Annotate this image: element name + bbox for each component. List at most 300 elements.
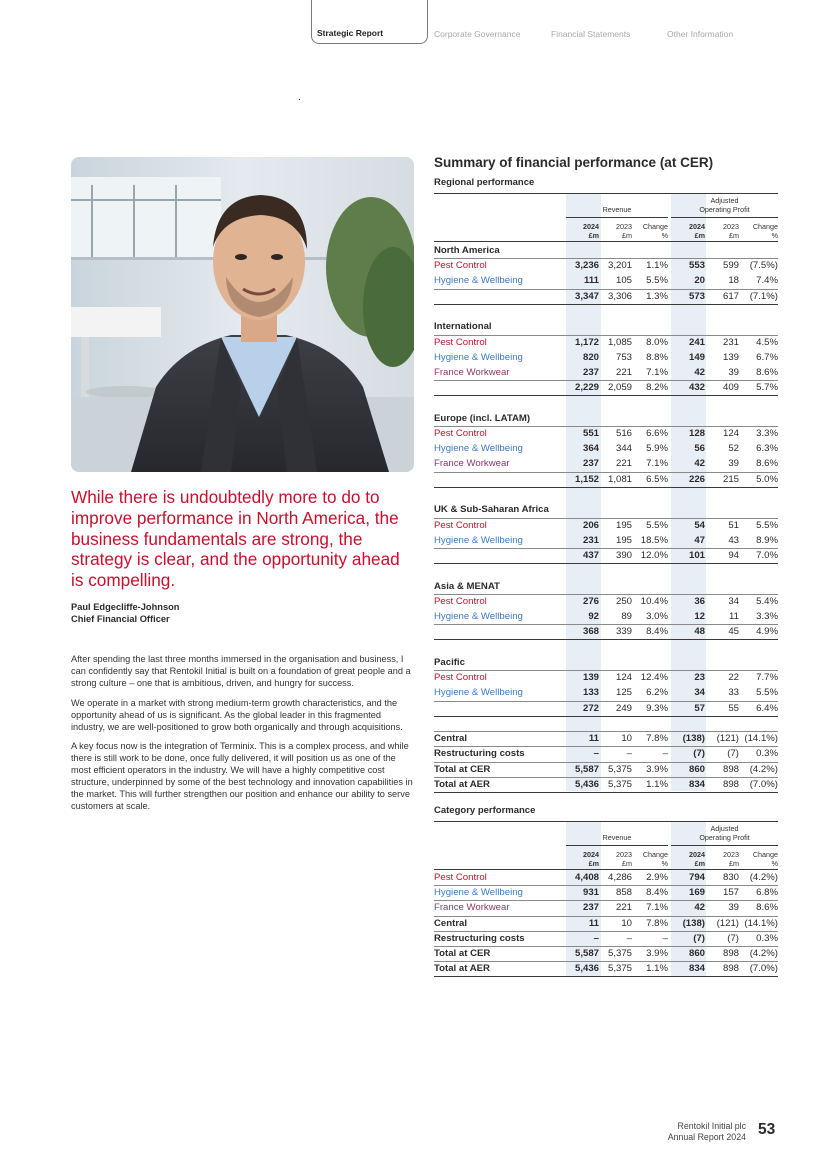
row-value: 599 (722, 260, 739, 272)
row-value: 9.3% (646, 702, 668, 714)
column-header (634, 851, 668, 868)
row-label: Hygiene & Wellbeing (434, 351, 523, 363)
row-value: (7) (727, 932, 739, 944)
row-value: – (662, 748, 668, 760)
table-bottom-rule (434, 976, 778, 977)
regional-performance-table (434, 193, 778, 793)
row-value: 249 (615, 702, 632, 714)
row-value: 834 (688, 963, 705, 975)
region-header: Europe (incl. LATAM) (434, 412, 531, 424)
row-value: 8.9% (756, 534, 778, 546)
category-performance-title: Category performance (434, 805, 536, 816)
row-value: 753 (615, 351, 632, 363)
row-value: 52 (728, 443, 739, 455)
signer-name: Paul Edgecliffe-Johnson (71, 602, 180, 612)
row-value: 33 (728, 687, 739, 699)
row-value: (121) (716, 917, 739, 929)
row-value: 8.4% (646, 887, 668, 899)
row-value: (138) (682, 733, 705, 745)
row-value: 3.0% (646, 611, 668, 622)
table-row (434, 273, 778, 288)
row-value: 23 (694, 672, 705, 684)
row-value: 830 (722, 872, 739, 883)
column-unit: £m (588, 858, 599, 868)
row-value: 42 (694, 458, 705, 470)
row-value: 860 (688, 763, 705, 775)
tab-strategic-report[interactable] (311, 0, 428, 44)
revenue-group-label: Revenue (602, 205, 632, 214)
table-row (434, 426, 778, 441)
row-value: 169 (688, 887, 705, 899)
row-value: 437 (582, 549, 599, 561)
row-value: 237 (582, 366, 599, 378)
row-value: 11 (588, 733, 599, 745)
revenue-group-rule (566, 845, 668, 846)
row-label: Central (434, 733, 468, 745)
table-row (434, 472, 778, 487)
column-header (705, 223, 739, 240)
row-value: 7.1% (646, 366, 668, 378)
table-row (434, 350, 778, 365)
profit-group-label (671, 825, 778, 842)
table-bottom-rule (434, 792, 778, 793)
row-value: 5,375 (607, 778, 632, 790)
row-value: 5.9% (646, 443, 668, 455)
row-label: Pest Control (434, 428, 487, 439)
row-value: 1.3% (646, 290, 668, 302)
column-unit: £m (588, 230, 599, 240)
row-value: (7.0%) (749, 778, 778, 790)
row-value: 20 (694, 275, 705, 287)
stray-dot (299, 99, 300, 100)
row-value: 231 (722, 336, 739, 348)
row-value: 390 (615, 549, 632, 561)
row-value: (4.2%) (749, 763, 778, 775)
row-value: 47 (694, 534, 705, 546)
row-label: Hygiene & Wellbeing (434, 887, 523, 899)
row-label: Restructuring costs (434, 748, 525, 760)
row-value: 5,436 (574, 778, 599, 790)
row-value: 133 (582, 687, 599, 699)
row-value: 898 (722, 963, 739, 975)
table-row (434, 365, 778, 380)
profit-group-line2: Operating Profit (699, 204, 750, 214)
table-row (434, 701, 778, 716)
row-value: 573 (688, 290, 705, 302)
row-value: 12 (694, 611, 705, 622)
row-value: 10.4% (640, 595, 668, 607)
row-value: 6.3% (756, 443, 778, 455)
region-bottom-rule (434, 716, 778, 717)
profit-group-line1: Adjusted (710, 196, 739, 205)
row-value: 12.4% (640, 672, 668, 684)
row-label: France Workwear (434, 366, 510, 378)
region-bottom-rule (434, 639, 778, 640)
row-value: (7.5%) (749, 260, 778, 272)
column-year: Change (752, 850, 778, 859)
table-row (434, 900, 778, 915)
row-value: 111 (584, 275, 599, 287)
row-value: 4,286 (607, 872, 632, 883)
row-value: 6.5% (646, 473, 668, 485)
column-unit: £m (622, 230, 632, 240)
row-value: 1,172 (574, 336, 599, 348)
column-header (565, 851, 599, 868)
row-value: 10 (621, 733, 632, 745)
row-value: 215 (722, 473, 739, 485)
row-value: 4.9% (756, 626, 778, 638)
row-label: Restructuring costs (434, 932, 525, 944)
table-row (434, 380, 778, 395)
page-footer (668, 1121, 746, 1142)
row-value: 1.1% (646, 963, 668, 975)
row-value: 820 (582, 351, 599, 363)
row-value: 195 (615, 519, 632, 531)
table-row (434, 762, 778, 777)
table-row (434, 594, 778, 609)
row-value: 3.3% (756, 428, 778, 439)
row-value: 3.9% (646, 763, 668, 775)
row-value: 1,081 (607, 473, 632, 485)
row-value: 2.9% (646, 872, 668, 883)
row-value: 226 (688, 473, 705, 485)
column-header (671, 223, 705, 240)
row-value: (138) (682, 917, 705, 929)
row-label: Hygiene & Wellbeing (434, 534, 523, 546)
row-value: 34 (728, 595, 739, 607)
footer-report: Annual Report 2024 (667, 1131, 746, 1142)
row-value: 241 (688, 336, 705, 348)
row-label: France Workwear (434, 458, 510, 470)
row-value: 432 (688, 382, 705, 394)
table-row (434, 289, 778, 304)
row-label: Total at AER (434, 778, 490, 790)
signer-title: Chief Financial Officer (71, 614, 170, 624)
row-value: 128 (688, 428, 705, 439)
table-row (434, 685, 778, 700)
column-year: 2023 (616, 222, 632, 231)
row-label: Pest Control (434, 595, 487, 607)
row-value: 92 (588, 611, 599, 622)
row-value: 7.1% (646, 902, 668, 914)
row-value: 931 (582, 887, 599, 899)
row-value: 7.8% (646, 917, 668, 929)
region-header: Pacific (434, 656, 465, 668)
column-header (744, 851, 778, 868)
row-value: 105 (615, 275, 632, 287)
row-value: 124 (615, 672, 632, 684)
row-value: 5,587 (574, 948, 599, 959)
table-row (434, 670, 778, 685)
table-row (434, 746, 778, 761)
row-value: 5,375 (607, 948, 632, 959)
row-value: – (593, 748, 599, 760)
row-value: – (626, 932, 632, 944)
row-value: 0.3% (756, 748, 778, 760)
row-value: 125 (615, 687, 632, 699)
row-value: 1,152 (574, 473, 599, 485)
column-unit: £m (622, 858, 632, 868)
row-value: 5.5% (756, 687, 778, 699)
row-value: 5.4% (756, 595, 778, 607)
paragraph: A key focus now is the integration of Terminix. This is a complex process, and while there is still work to be done, once fully delivered, it will position us as one of the most efficient operators in the industry. We will have a highly competitive cost structure, underpinned by some of the best technology and innovation capabilities in the market. This will further strengthen our position and enhance our ability to serve customers at scale. (71, 741, 413, 811)
table-row (434, 335, 778, 350)
row-value: 5.5% (756, 519, 778, 531)
row-value: 898 (722, 948, 739, 959)
row-label: Pest Control (434, 872, 487, 883)
table-row (434, 870, 778, 885)
row-value: 3.9% (646, 948, 668, 959)
region-header: UK & Sub-Saharan Africa (434, 504, 549, 516)
row-value: 551 (582, 428, 599, 439)
revenue-group-rule (566, 217, 668, 218)
row-value: 42 (694, 902, 705, 914)
category-performance-table (434, 821, 778, 981)
paragraph: After spending the last three months immersed in the organisation and business, I can confidently say that Rentokil Initial is built on a foundation of great people and a strong culture – one that is ambitious, driven, and hungry for success. (71, 654, 411, 688)
row-value: 55 (728, 702, 739, 714)
tab-corporate-governance[interactable]: Corporate Governance (434, 29, 521, 39)
body-text (71, 654, 416, 821)
column-year: 2024 (689, 222, 705, 231)
row-value: 18 (728, 275, 739, 287)
row-value: 5.7% (756, 382, 778, 394)
row-value: 51 (728, 519, 739, 531)
row-label: Hygiene & Wellbeing (434, 275, 523, 287)
table-row (434, 731, 778, 746)
portrait-photo (71, 157, 414, 472)
column-unit: £m (694, 858, 705, 868)
row-label: Pest Control (434, 336, 487, 348)
row-value: 8.6% (756, 458, 778, 470)
row-value: (14.1%) (744, 917, 778, 929)
row-value: 364 (582, 443, 599, 455)
row-value: 0.3% (756, 932, 778, 944)
row-value: 11 (729, 611, 739, 622)
row-value: 858 (615, 887, 632, 899)
row-label: Central (434, 917, 468, 929)
row-value: 39 (728, 366, 739, 378)
region-header: North America (434, 245, 500, 256)
row-value: (4.2%) (749, 872, 778, 883)
row-value: – (662, 932, 668, 944)
row-value: 7.1% (646, 458, 668, 470)
row-value: 221 (615, 366, 632, 378)
row-value: 368 (582, 626, 599, 638)
row-value: 195 (615, 534, 632, 546)
table-row (434, 777, 778, 792)
row-value: 124 (722, 428, 739, 439)
row-value: (4.2%) (749, 948, 778, 959)
column-year: Change (642, 850, 668, 859)
row-value: (7.1%) (749, 290, 778, 302)
row-value: 39 (728, 458, 739, 470)
quote-attribution (71, 601, 179, 625)
row-value: 221 (615, 458, 632, 470)
row-value: 617 (722, 290, 739, 302)
column-unit: % (661, 230, 668, 240)
row-value: 8.6% (756, 366, 778, 378)
page-number: 53 (758, 1121, 776, 1138)
row-value: (7) (693, 932, 705, 944)
row-value: 3,306 (607, 290, 632, 302)
region-bottom-rule (434, 395, 778, 396)
row-value: 794 (688, 872, 705, 883)
row-label: Pest Control (434, 260, 487, 272)
tab-other-information[interactable]: Other Information (667, 29, 734, 39)
paragraph: We operate in a market with strong medium-term growth characteristics, and the opportunity ahead of us is significant. As the global leader in this fragmented industry, we are well-positioned to grow both organically and through acquisitions. (71, 697, 403, 732)
column-unit: £m (729, 858, 739, 868)
row-value: 6.4% (756, 702, 778, 714)
profit-group-line1: Adjusted (710, 824, 739, 833)
row-value: (121) (716, 733, 739, 745)
row-value: 3,201 (607, 260, 632, 272)
profit-group-label (671, 197, 778, 214)
row-value: 45 (728, 626, 739, 638)
row-value: 149 (688, 351, 705, 363)
revenue-group-label: Revenue (602, 833, 632, 842)
row-value: 8.4% (646, 626, 668, 638)
row-value: 3,347 (574, 290, 599, 302)
row-label: Total at CER (434, 948, 491, 959)
row-value: 237 (582, 902, 599, 914)
row-value: 250 (615, 595, 632, 607)
row-value: 6.2% (646, 687, 668, 699)
table-row (434, 946, 778, 961)
row-value: 18.5% (640, 534, 668, 546)
table-row (434, 456, 778, 471)
profit-group-rule (671, 217, 778, 218)
row-value: 4.5% (756, 336, 778, 348)
column-year: 2023 (723, 850, 739, 859)
row-value: 1,085 (607, 336, 632, 348)
column-year: 2024 (689, 850, 705, 859)
row-value: 898 (722, 763, 739, 775)
row-value: (7.0%) (749, 963, 778, 975)
row-value: 5.0% (756, 473, 778, 485)
row-value: 2,059 (607, 382, 632, 394)
row-value: 7.8% (646, 733, 668, 745)
table-top-rule (434, 193, 778, 194)
table-row (434, 258, 778, 273)
top-navigation (0, 0, 825, 46)
table-top-rule (434, 821, 778, 822)
row-label: Pest Control (434, 672, 487, 684)
regional-performance-title: Regional performance (434, 177, 535, 188)
row-value: 11 (588, 917, 599, 929)
row-value: 6.6% (646, 428, 668, 439)
column-header (598, 223, 632, 240)
column-year: 2023 (723, 222, 739, 231)
column-header (671, 851, 705, 868)
row-value: 7.4% (756, 275, 778, 287)
row-value: 4,408 (574, 872, 599, 883)
row-value: 48 (694, 626, 705, 638)
row-value: 5.5% (646, 275, 668, 287)
row-value: 237 (582, 458, 599, 470)
row-value: 339 (615, 626, 632, 638)
row-value: 34 (694, 687, 705, 699)
row-value: 5,375 (607, 763, 632, 775)
row-value: 36 (694, 595, 705, 607)
row-value: 898 (722, 778, 739, 790)
table-row (434, 931, 778, 946)
region-bottom-rule (434, 487, 778, 488)
row-label: Hygiene & Wellbeing (434, 611, 523, 622)
profit-group-rule (671, 845, 778, 846)
row-value: 12.0% (640, 549, 668, 561)
row-value: 10 (621, 917, 632, 929)
row-label: Hygiene & Wellbeing (434, 687, 523, 699)
row-value: (7) (693, 748, 705, 760)
row-value: 7.7% (756, 672, 778, 684)
row-label: Total at CER (434, 763, 491, 775)
row-value: 157 (722, 887, 739, 899)
row-value: 516 (615, 428, 632, 439)
table-row (434, 916, 778, 931)
footer-company: Rentokil Initial plc (677, 1121, 746, 1131)
row-label: Total at AER (434, 963, 490, 975)
row-value: 22 (728, 672, 739, 684)
column-year: Change (642, 222, 668, 231)
row-value: 2,229 (574, 382, 599, 394)
pull-quote: While there is undoubtedly more to do to improve performance in North America, the business fundamentals are strong, the strategy is clear, and the opportunity ahead is compelling. (71, 487, 400, 591)
column-header (744, 223, 778, 240)
row-value: 1.1% (646, 260, 668, 272)
row-value: 56 (694, 443, 705, 455)
column-header (705, 851, 739, 868)
row-value: 8.2% (646, 382, 668, 394)
row-value: 834 (688, 778, 705, 790)
table-row (434, 441, 778, 456)
profit-group-line2: Operating Profit (699, 832, 750, 842)
column-header (565, 223, 599, 240)
row-value: 101 (688, 549, 705, 561)
row-value: 344 (615, 443, 632, 455)
table-row (434, 609, 778, 624)
column-header (634, 223, 668, 240)
row-label: Hygiene & Wellbeing (434, 443, 523, 455)
row-value: 3.3% (756, 611, 778, 622)
region-header: International (434, 321, 492, 333)
row-value: 221 (615, 902, 632, 914)
row-value: (14.1%) (744, 733, 778, 745)
row-value: – (593, 932, 599, 944)
row-value: 5.5% (646, 519, 668, 531)
row-value: 57 (694, 702, 705, 714)
row-value: 8.0% (646, 336, 668, 348)
region-bottom-rule (434, 563, 778, 564)
row-value: 276 (582, 595, 599, 607)
column-year: Change (752, 222, 778, 231)
row-label: France Workwear (434, 902, 510, 914)
row-value: 860 (688, 948, 705, 959)
row-value: 139 (722, 351, 739, 363)
row-value: – (626, 748, 632, 760)
column-unit: % (771, 858, 778, 868)
table-row (434, 624, 778, 639)
tab-financial-statements[interactable]: Financial Statements (551, 29, 631, 39)
region-bottom-rule (434, 304, 778, 305)
summary-title: Summary of financial performance (at CER) (434, 155, 714, 170)
row-value: 206 (582, 519, 599, 531)
table-row (434, 885, 778, 900)
table-row (434, 961, 778, 976)
row-label: Pest Control (434, 519, 487, 531)
row-value: 8.8% (646, 351, 668, 363)
row-value: 6.7% (756, 351, 778, 363)
column-unit: £m (729, 230, 739, 240)
row-value: 272 (582, 702, 599, 714)
